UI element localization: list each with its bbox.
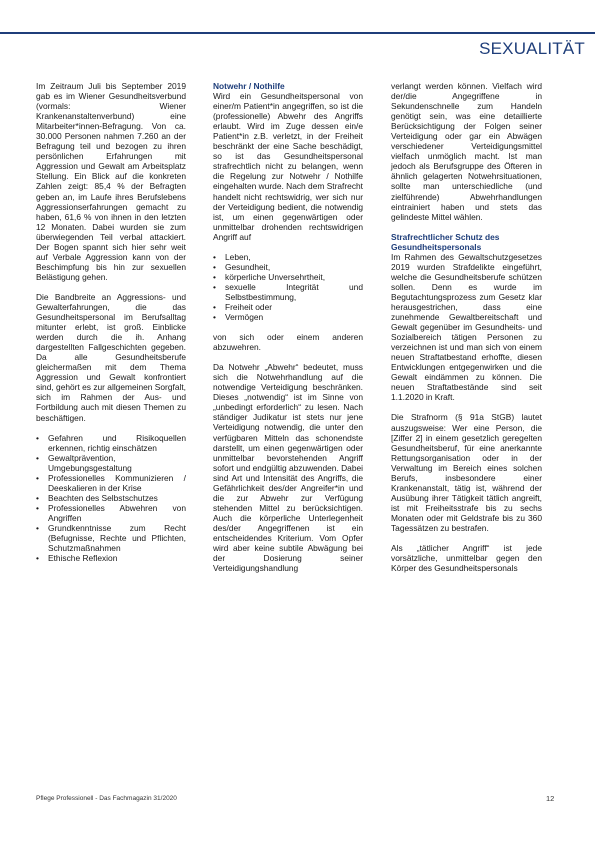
section-title: SEXUALITÄT [479, 39, 585, 58]
header-rule [0, 32, 595, 34]
list-item: • Beachten des Selbstschutzes [36, 493, 186, 503]
list-item: • Vermögen [213, 312, 363, 322]
paragraph: verlangt werden können. Vielfach wird der/die Angegriffene in Sekundenschnelle zum Handeln genötigt sein, was eine detaillierte Berücksichtigung der Folgen seiner Verteidigung oder gar ein Abwägen verschiedener Verteidigungsmittel vielfach unmöglich macht. Ist man jedoch als Berufsgruppe des Öfteren in ähnlich gelagerten Notwehrsituationen, sollte man unterschiedliche (und zielführende) Abwehrhandlungen eintrainiert haben und stets das gelindeste Mittel wählen. [391, 81, 542, 222]
list-item: • Professionelles Kommunizieren / Deeskalieren in der Krise [36, 473, 186, 493]
list-item: • Ethische Reflexion [36, 553, 186, 563]
footer-publication: Pflege Professionell - Das Fachmagazin 31/2020 [36, 795, 177, 802]
bullet-list [36, 433, 186, 564]
paragraph: Die Bandbreite an Aggressions- und Gewalterfahrungen, die das Gesundheitspersonal im Berufsalltag mitunter erlebt, ist groß. Einblicke werden durch die ih. Anhang dargestellten Fallgeschichten gegeben. Da alle Gesundheitsberufe gleichermaßen mit dem Thema Aggression und Gewalt konfrontiert sind, gehört es zur allgemeinen Sorgfalt, sich im Rahmen der Aus- und Fortbildung auch mit diesen Themen zu beschäftigen. [36, 291, 186, 423]
paragraph: Im Zeitraum Juli bis September 2019 gab es im Wiener Gesundheitsverbund (vormals: Wiener Krankenanstaltenverbund) eine Mitarbeiter*innen-Befragung. Von ca. 30.000 Personen nahmen 7.260 an der Befragung teil und bezogen zu ihren persönlichen Erfahrungen mit Aggression und Gewalt am Arbeitsplatz Stellung. Ein Blick auf die konkreten Zahlen zeigt: 85,4 % der Befragten geben an, im Laufe ihres Berufslebens Aggressionserfahrungen gemacht zu haben, 61,6 % von ihnen in den letzten 12 Monaten. Dabei wurden sie zum überwiegenden Teil verbal attackiert. Der Bogen spannt sich hier sehr weit auf Verbale Aggression kann von der Beschimpfung bis hin zur sexuellen Belästigung gehen. [36, 81, 186, 282]
paragraph: Da Notwehr „Abwehr“ bedeutet, muss sich die Notwehrhandlung auf die notwendige Verteidigung beschränken. Dieses „notwendig“ ist im Sinne von „unbedingt erforderlich“ zu lesen. Nach ständiger Judikatur ist stets nur jene Verteidigung notwendig, die unter den verfügbaren Mitteln das schonendste darstellt, um einen gegenwärtigen oder unmittelbar bevorstehenden Angriff sofort und endgültig abzuwenden. Dabei sind Art und Intensität des Angriffs, die Gefährlichkeit des/der Angreifer*in und die zur Abwehr zur Verfügung stehenden Mittel zu berücksichtigen. Auch die körperliche Unterlegenheit des/der Angegriffenen ist ein entscheidendes Kriterium. Vom Opfer wird aber keine subtile Abwägung bei der Dosierung seiner Verteidigungshandlung [213, 362, 363, 574]
paragraph: Im Rahmen des Gewaltschutzgesetzes 2019 wurden Strafdelikte eingeführt, welche die Gesundheitsberufe schützen sollen. Denn es wurde im Begutachtungsprozess zum Gesetz klar herausgestrichen, dass eine zunehmende Gewaltbereitschaft und Gewalt gegenüber im Gesundheits- und Sozialbereich tätigen Personen zu verzeichnen ist und man sich von einem neuen Straftatbestand erhoffte, diesen Entwicklungen entgegenwirken und die Gewalt eindämmen zu können. Die neuen Straftatbestände sind seit 1.1.2020 in Kraft. [391, 251, 542, 403]
section-heading: Strafrechtlicher Schutz des Gesundheitspersonals [391, 231, 500, 252]
bullet-list [213, 252, 363, 322]
list-item: • Gefahren und Risikoquellen erkennen, richtig einschätzen [36, 433, 186, 453]
paragraph: von sich oder einem anderen abzuwehren. [213, 332, 363, 353]
paragraph: Die Strafnorm (§ 91a StGB) lautet auszugsweise: Wer eine Person, die [Ziffer 2] in einem gesetzlich geregelten Gesundheitsberuf, für eine anerkannte Rettungsorganisation oder in der Verwaltung im Bereich eines solchen Berufs, insbesondere einer Krankenanstalt, tätig ist, während der Ausübung ihrer Tätigkeit tätlich angreift, ist mit Freiheitsstrafe bis zu sechs Monaten oder mit Geldstrafe bis zu 360 Tagessätzen zu bestrafen. [391, 412, 542, 533]
section-heading: Notwehr / Nothilfe [213, 81, 285, 91]
list-item: • Leben, [213, 252, 363, 262]
paragraph: Als „tätlicher Angriff“ ist jede vorsätzliche, unmittelbar gegen den Körper des Gesundheitspersonals [391, 543, 542, 574]
list-item: • körperliche Unversehrtheit, [213, 272, 363, 282]
column-3 [391, 81, 542, 573]
list-item: • Gesundheit, [213, 262, 363, 272]
list-item: • Gewaltprävention, Umgebungsgestaltung [36, 453, 186, 473]
list-item: • Professionelles Abwehren von Angriffen [36, 503, 186, 523]
list-item: • sexuelle Integrität und Selbstbestimmung, [213, 282, 363, 302]
column-1 [36, 81, 186, 573]
paragraph: Wird ein Gesundheitspersonal von einer/m Patient*in angegriffen, so ist die (professionelle) Abwehr des Angriffs erlaubt. Wird im Zuge dessen ein/e Patient*in z.B. verletzt, in der Freiheit beschränkt der eine Sache beschädigt, so ist das Gesundheitspersonal strafrechtlich nicht zu belangen, wenn die Regelung zur Notwehr / Nothilfe eingehalten wurde. Nach dem Strafrecht handelt nicht rechtswidrig, wer sich nur der Verteidigung bedient, die notwendig ist, um einen gegenwärtigen oder unmittelbar drohenden rechtswidrigen Angriff auf [213, 91, 363, 242]
list-item: • Freiheit oder [213, 302, 363, 312]
page-number: 12 [546, 794, 555, 803]
list-item: • Grundkenntnisse zum Recht (Befugnisse, Rechte und Pflichten, Schutzmaßnahmen [36, 523, 186, 553]
column-2 [213, 81, 363, 573]
